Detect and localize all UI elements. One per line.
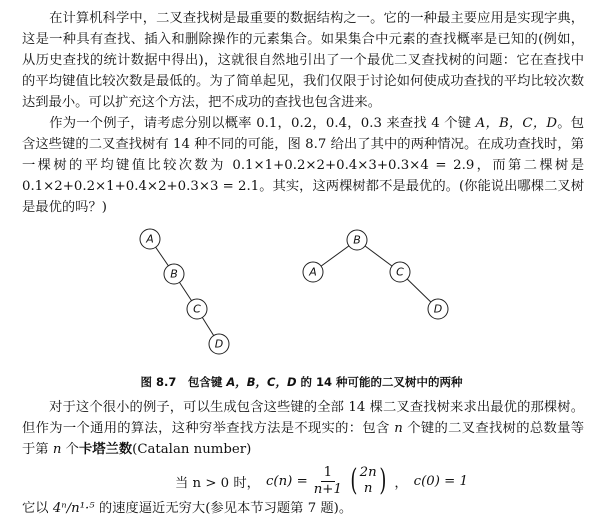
tree2-node-C-label: C xyxy=(396,265,404,279)
tree1-node-A-label: A xyxy=(146,232,154,246)
tree2-node-D-label: D xyxy=(433,302,443,316)
fraction: $\frac{1}{n+1}$ xyxy=(313,464,342,497)
tree-2 xyxy=(303,230,448,319)
tree1-node-C-label: C xyxy=(193,302,201,316)
example-paragraph: 作为一个例子，请考虑分别以概率 0.1，0.2，0.4，0.3 来查找 4 个键 A，B，C，D。包含这些键的二叉查找树有 14 种不同的可能，图 8.7 给出了其中的两种情况。在成功查找时，第一棵树的平均键值比较次数为 0.1×1+0.2×2+0.4×3+0.3×4 = 2.9，而第二棵树是 0.1×2+0.2×1+0.4×2+0.3×3 = 2.1。其实，这两棵树都不是最优的。(你能说出哪棵二叉树是最优的吗？) xyxy=(22,116,584,215)
catalan-term: 卡塔兰数 xyxy=(78,442,133,457)
tree1-node-B-label: B xyxy=(170,267,178,281)
tree1-node-D-label: D xyxy=(214,337,224,351)
tree2-node-A-label: A xyxy=(309,265,317,279)
tree-1 xyxy=(140,229,229,354)
tree2-node-B-label: B xyxy=(353,233,361,247)
intro-paragraph: 在计算机科学中，二叉查找树是最重要的数据结构之一。它的一种最主要应用是实现字典，这是一种具有查找、插入和删除操作的元素集合。如果集合中元素的查找概率是已知的(例如，从历史查找的统计数据中得出)，这就很自然地引出了一个最优二叉查找树的问题：它在查找中的平均键值比较次数是最低的。为了简单起见，我们仅限于讨论如何使成功查找的平均比较次数达到最小。可以扩充这个方法，把不成功的查找也包含进来。 xyxy=(22,11,584,110)
figure-8-7 xyxy=(0,225,603,375)
catalan-paragraph: 对于这个很小的例子，可以生成包含这些键的全部 14 棵二叉查找树来求出最优的那棵树。但作为一个通用的算法，这种穷举查找方法是不现实的：包含 n 个键的二叉查找树的总数量等于第 n 个卡塔兰数(Catalan number) xyxy=(22,400,584,457)
binomial: ( 2n n ) xyxy=(350,463,387,498)
catalan-formula: 当 n > 0 时， c(n) = $\frac{1}{n+1}$ ( 2n n ) ， c(0) = 1 xyxy=(175,463,469,498)
figure-caption: 图 8.7 包含键 A，B，C，D 的 14 种可能的二叉树中的两种 xyxy=(140,375,463,389)
closing-line: 它以 4ⁿ/n¹·⁵ 的速度逼近无穷大(参见本节习题第 7 题)。 xyxy=(22,501,353,516)
